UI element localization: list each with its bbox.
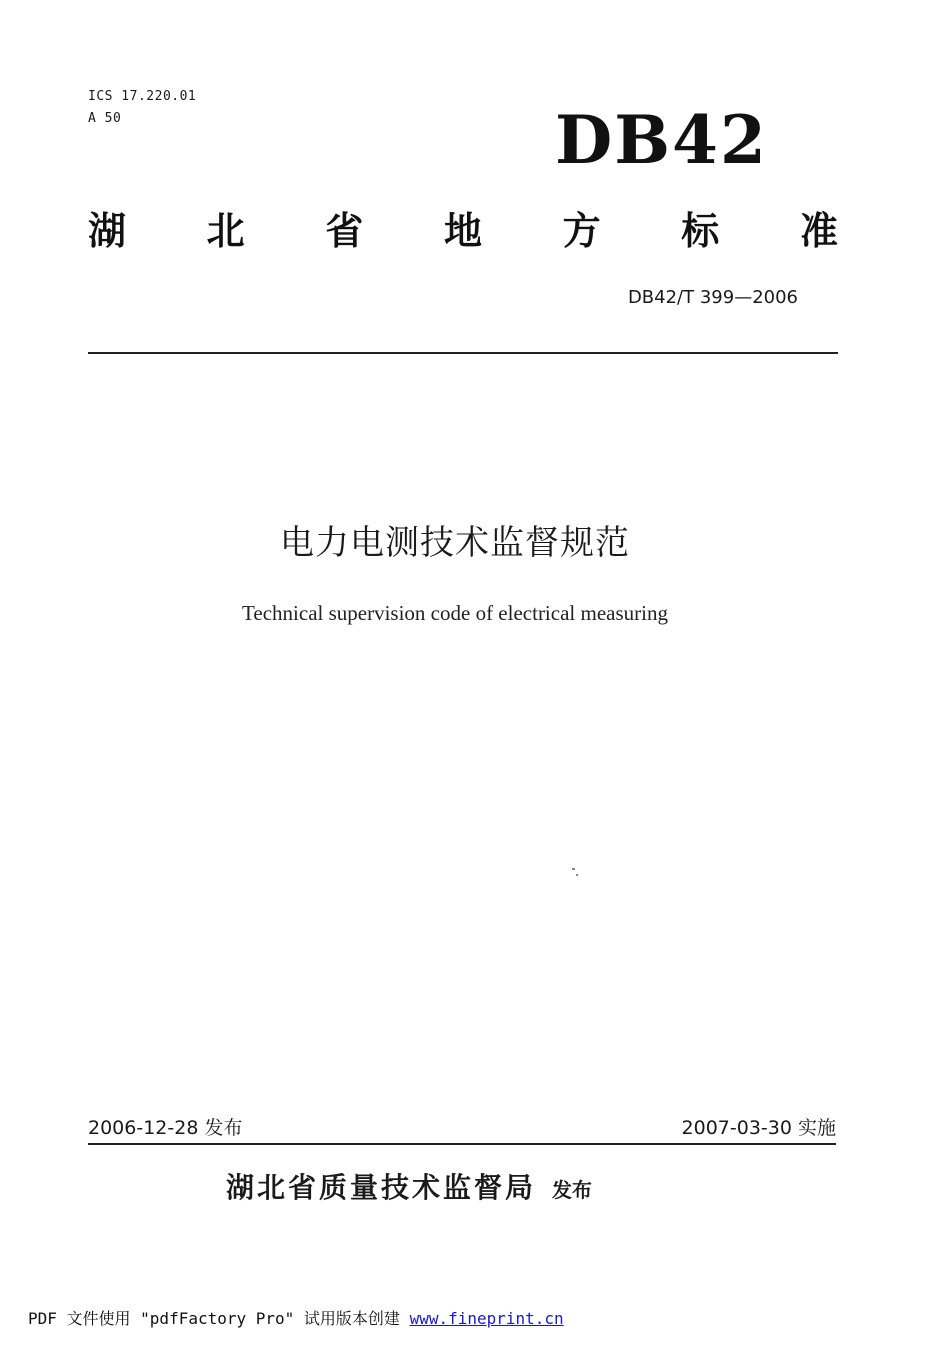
scan-speck: [576, 874, 578, 876]
standard-type-char: 方: [562, 209, 601, 253]
standard-type-char: 省: [325, 209, 364, 253]
date-row: [88, 1114, 836, 1142]
standard-number: DB42/T 399—2006: [627, 287, 798, 308]
standard-type-char: 北: [206, 209, 245, 253]
issuer-name: 湖北省质量技术监督局: [226, 1171, 537, 1204]
standard-type-char: 准: [799, 209, 838, 253]
standard-type-char: 地: [443, 209, 482, 253]
standard-code: DB42: [555, 101, 768, 179]
classification-codes: [88, 86, 196, 130]
standard-type-char: 标: [681, 209, 720, 253]
standard-type-char: 湖: [88, 209, 127, 253]
footer-text: PDF 文件使用 "pdfFactory Pro" 试用版本创建: [28, 1309, 410, 1328]
standard-type: [88, 205, 838, 257]
issuer-suffix: 发布: [552, 1178, 593, 1202]
pdf-watermark-footer: [28, 1307, 564, 1331]
document-title-english: Technical supervision code of electrical measuring: [242, 601, 668, 625]
header-divider: [88, 352, 838, 354]
ics-code: ICS 17.220.01: [88, 89, 197, 104]
document-title-chinese: 电力电测技术监督规范: [280, 523, 630, 563]
implement-date: 2007-03-30 实施: [681, 1117, 836, 1139]
scan-speck: [572, 868, 575, 870]
fineprint-link[interactable]: www.fineprint.cn: [409, 1309, 564, 1328]
class-code: A 50: [88, 111, 122, 126]
issuer: [226, 1166, 592, 1210]
issue-date: 2006-12-28 发布: [88, 1117, 243, 1139]
footer-divider: [88, 1143, 836, 1145]
